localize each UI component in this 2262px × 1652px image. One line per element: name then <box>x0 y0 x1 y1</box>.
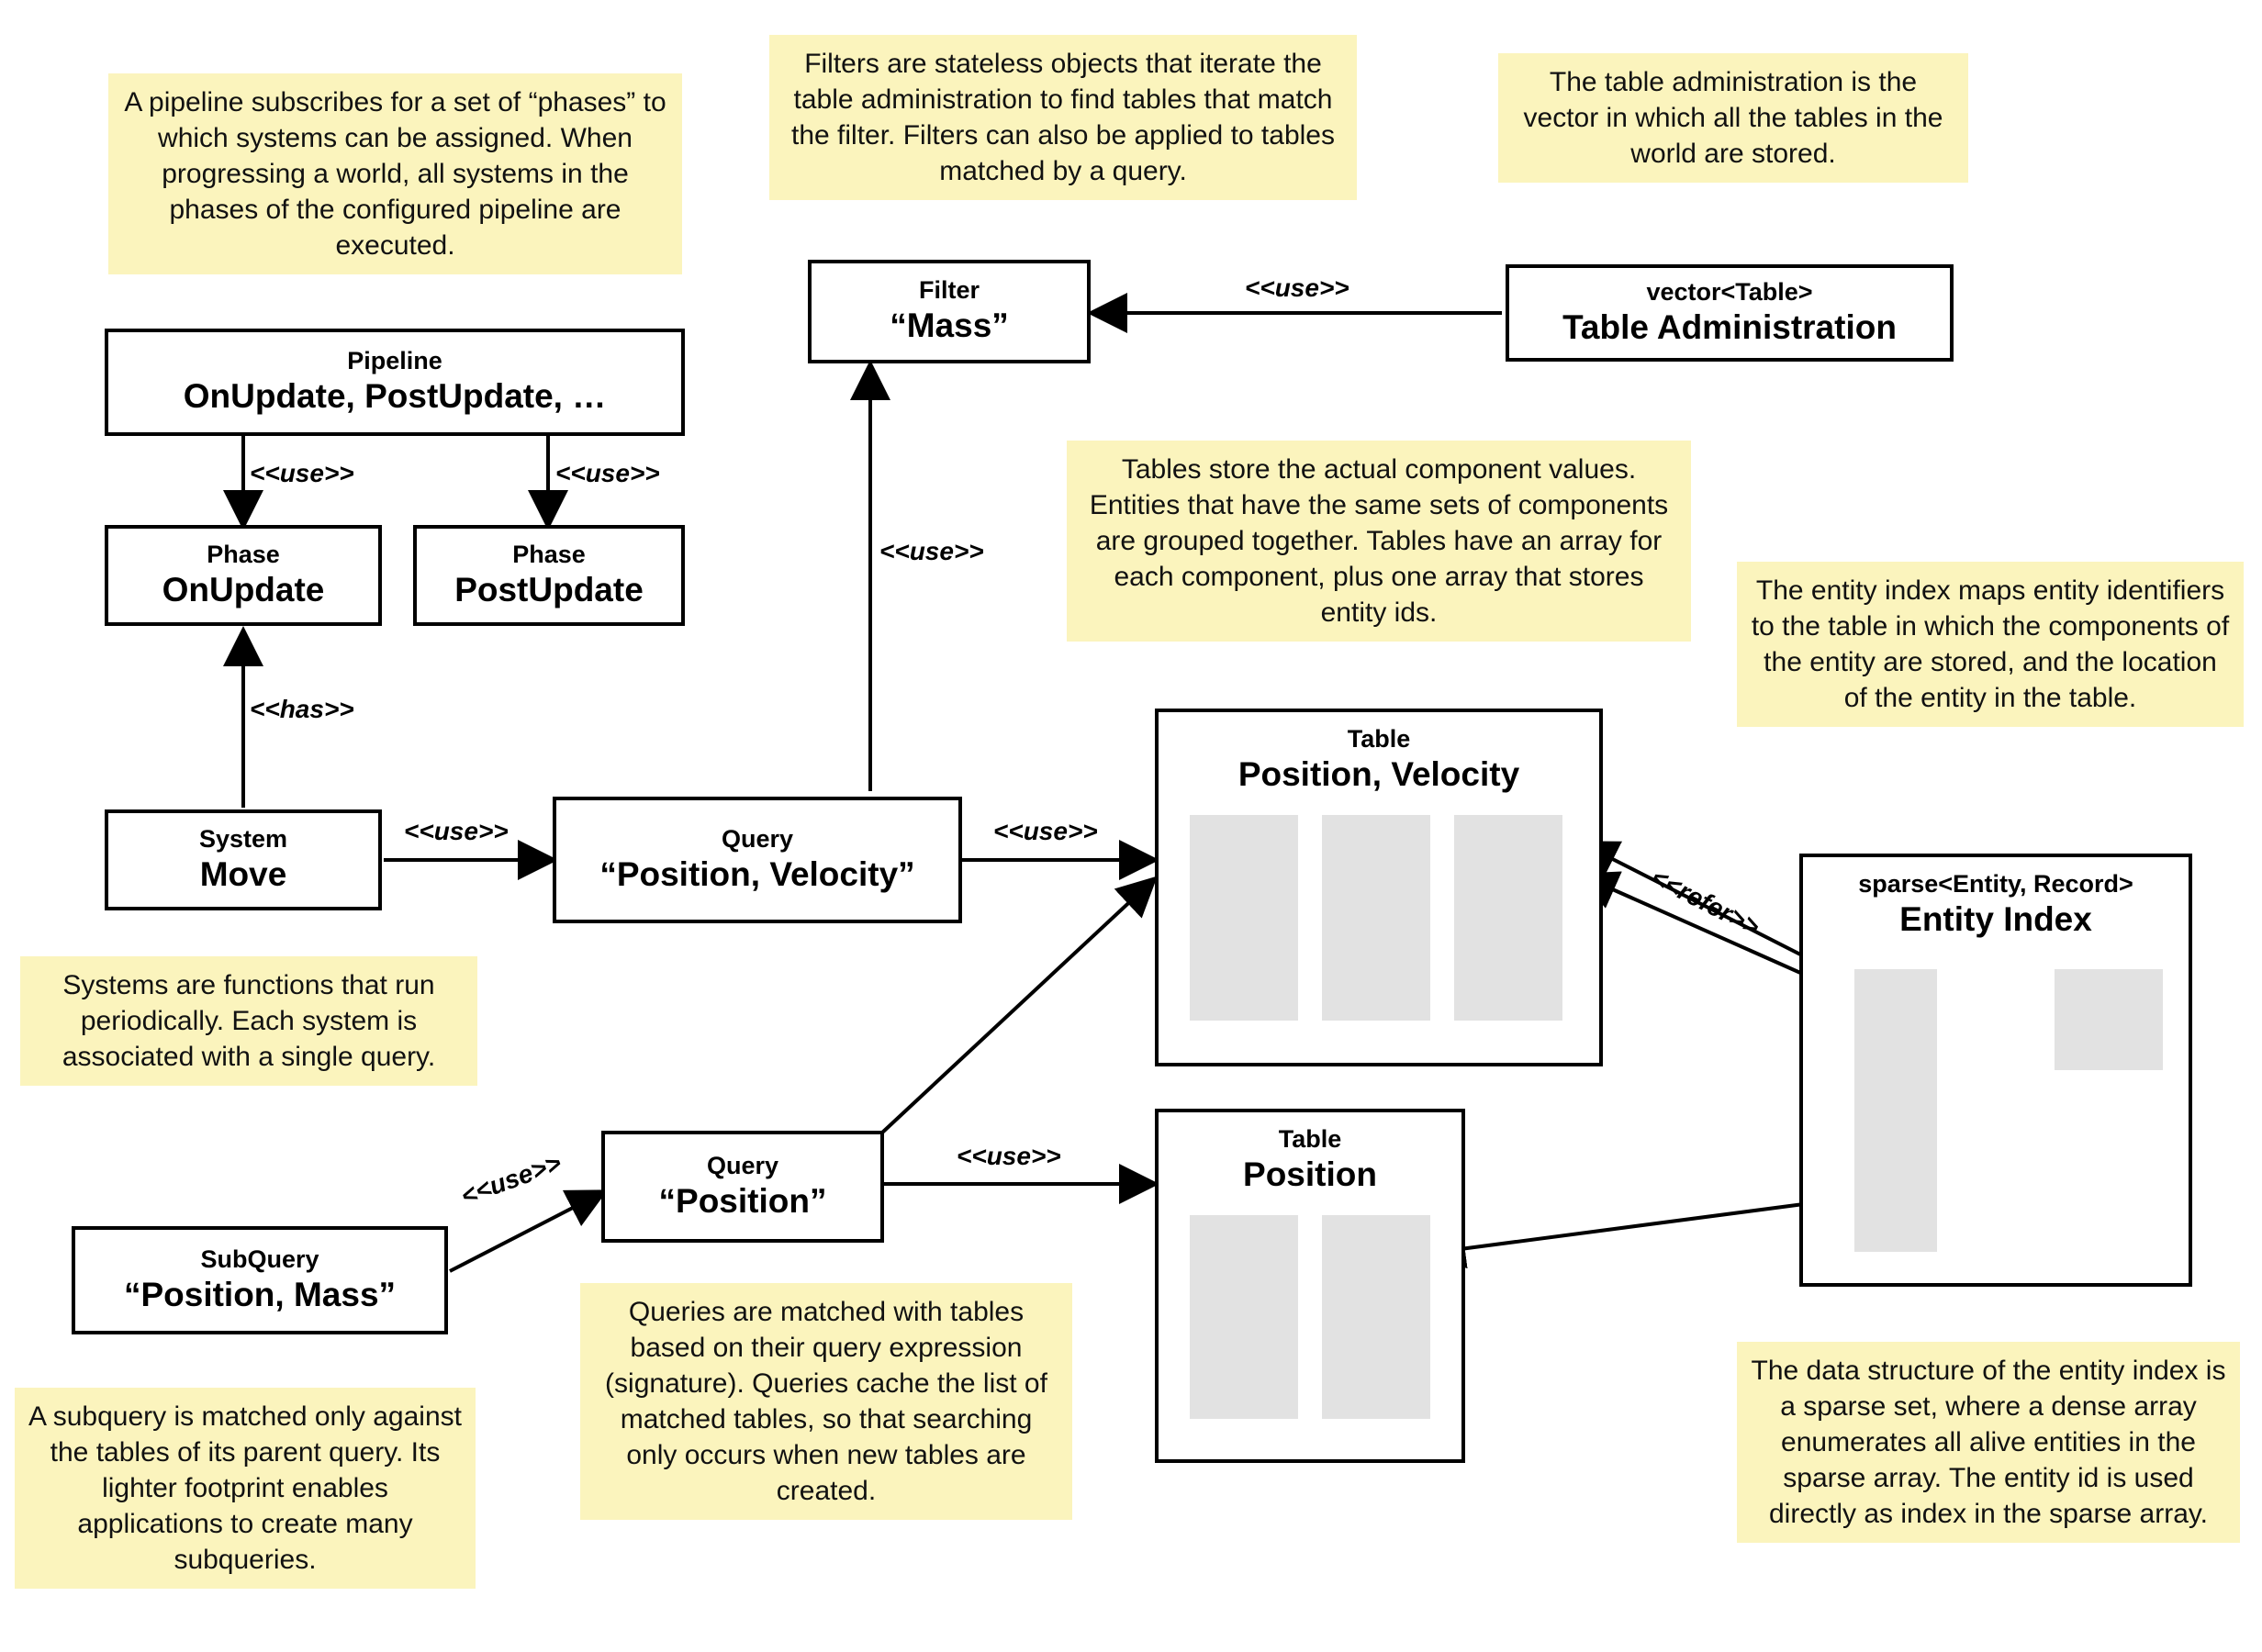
node-title: “Position” <box>658 1181 827 1220</box>
node-stereotype: Query <box>706 1151 779 1179</box>
note-queries <box>580 1283 1072 1520</box>
node-title: PostUpdate <box>454 570 644 608</box>
table-column-velocity <box>1454 815 1562 1021</box>
node-table-administration[interactable] <box>1506 264 1954 362</box>
edge-label-text: <<use>> <box>993 817 1098 845</box>
note-sparse-set <box>1737 1342 2240 1543</box>
edge-use-pipeline-onupdate <box>250 459 354 488</box>
table-column-position <box>1322 815 1430 1021</box>
node-stereotype: sparse<Entity, Record> <box>1858 870 2133 898</box>
node-table-position-velocity[interactable] <box>1155 709 1603 1066</box>
edge-label-text: <<use>> <box>457 1148 566 1211</box>
note-text: A pipeline subscribes for a set of “phases” to which systems can be assigned. When progressing a world, all systems in the phases of the configured pipeline are executed. <box>124 87 666 261</box>
node-table-position[interactable] <box>1155 1109 1465 1463</box>
node-stereotype: vector<Table> <box>1646 277 1813 306</box>
node-stereotype: Table <box>1347 725 1411 753</box>
edge-label-text: <<use>> <box>555 459 660 487</box>
edge-label-text: <<use>> <box>404 817 509 845</box>
note-tables <box>1067 441 1691 642</box>
node-query-position[interactable] <box>601 1131 884 1243</box>
note-filters <box>769 35 1357 200</box>
note-text: Filters are stateless objects that iterate the table administration to find tables that match the filter. Filters can also be applied to tables matched by a query. <box>790 49 1335 186</box>
node-stereotype: SubQuery <box>200 1245 319 1273</box>
edge-has-system-phase <box>250 695 354 724</box>
note-text: Tables store the actual component values. Entities that have the same sets of components are grouped together. Tables have an array for each component, plus one array that stores entity ids. <box>1089 454 1669 628</box>
note-pipeline <box>108 73 682 274</box>
note-text: The entity index maps entity identifiers to the table in which the components of the entity are stored, and the location of the entity in the table. <box>1751 575 2230 713</box>
edge-use-queryposition-table <box>957 1142 1061 1171</box>
edge-label-text: <<use>> <box>250 459 354 487</box>
node-title: Move <box>199 854 287 893</box>
table-header <box>1159 1112 1461 1194</box>
node-stereotype: System <box>198 824 288 853</box>
node-title: OnUpdate, PostUpdate, … <box>183 377 607 416</box>
edge-use-system-query <box>404 817 509 846</box>
node-query-position-velocity[interactable] <box>553 797 962 923</box>
edge-use-tableadmin-filter <box>1245 273 1349 303</box>
node-title: “Position, Mass” <box>123 1275 397 1313</box>
edge-use-query-filter <box>879 537 984 566</box>
node-title: “Mass” <box>890 307 1009 345</box>
table-column-position <box>1322 1215 1430 1419</box>
node-subquery-position-mass[interactable] <box>72 1226 448 1334</box>
edge-use-pipeline-postupdate <box>555 459 660 488</box>
note-entity-index <box>1737 562 2244 727</box>
note-subquery <box>15 1388 476 1589</box>
node-phase-postupdate[interactable] <box>413 525 685 626</box>
note-systems <box>20 956 477 1086</box>
table-header <box>1159 712 1599 794</box>
edge-label-text: <<use>> <box>879 537 984 565</box>
edge-label-text: <<refer>> <box>1646 863 1764 942</box>
edge-use-query-table <box>993 817 1098 846</box>
note-text: Queries are matched with tables based on their query expression (signature). Queries cache the list of matched tables, so that searching only occurs when new tables are created. <box>605 1297 1047 1506</box>
node-title: Table Administration <box>1562 307 1897 346</box>
node-title: OnUpdate <box>162 570 325 608</box>
node-title: Position <box>1243 1155 1377 1193</box>
node-system-move[interactable] <box>105 809 382 910</box>
entity-index-header <box>1803 857 2189 939</box>
entity-index-dense-array <box>2055 969 2163 1070</box>
note-text: The data structure of the entity index is a sparse set, where a dense array enumerates all alive entities in the sparse array. The entity id is used directly as index in the sparse array. <box>1751 1356 2226 1529</box>
node-stereotype: Query <box>721 824 794 853</box>
note-text: The table administration is the vector in which all the tables in the world are stored. <box>1523 67 1943 169</box>
edge-refer-entityindex-table <box>1646 863 1764 942</box>
note-text: A subquery is matched only against the tables of its parent query. Its lighter footprint enables applications to create many subqueries. <box>28 1401 462 1575</box>
edge-label-text: <<has>> <box>250 695 354 723</box>
node-filter-mass[interactable] <box>808 260 1091 363</box>
table-column-entity-ids <box>1190 815 1298 1021</box>
node-entity-index[interactable] <box>1799 854 2192 1287</box>
edge-use-subquery-query <box>457 1148 566 1211</box>
edge-label-text: <<use>> <box>957 1142 1061 1170</box>
node-title: “Position, Velocity” <box>599 854 915 893</box>
node-title: Position, Velocity <box>1237 755 1520 793</box>
node-stereotype: Phase <box>207 540 280 568</box>
node-title: Entity Index <box>1899 900 2092 938</box>
edge-label-text: <<use>> <box>1245 273 1349 302</box>
table-column-entity-ids <box>1190 1215 1298 1419</box>
note-table-admin <box>1498 53 1968 183</box>
node-stereotype: Pipeline <box>347 347 442 375</box>
node-stereotype: Phase <box>512 540 586 568</box>
node-stereotype: Filter <box>918 276 980 305</box>
node-pipeline[interactable] <box>105 329 685 436</box>
node-stereotype: Table <box>1278 1125 1342 1153</box>
entity-index-sparse-array <box>1854 969 1937 1252</box>
node-phase-onupdate[interactable] <box>105 525 382 626</box>
note-text: Systems are functions that run periodically. Each system is associated with a single query. <box>62 970 436 1072</box>
